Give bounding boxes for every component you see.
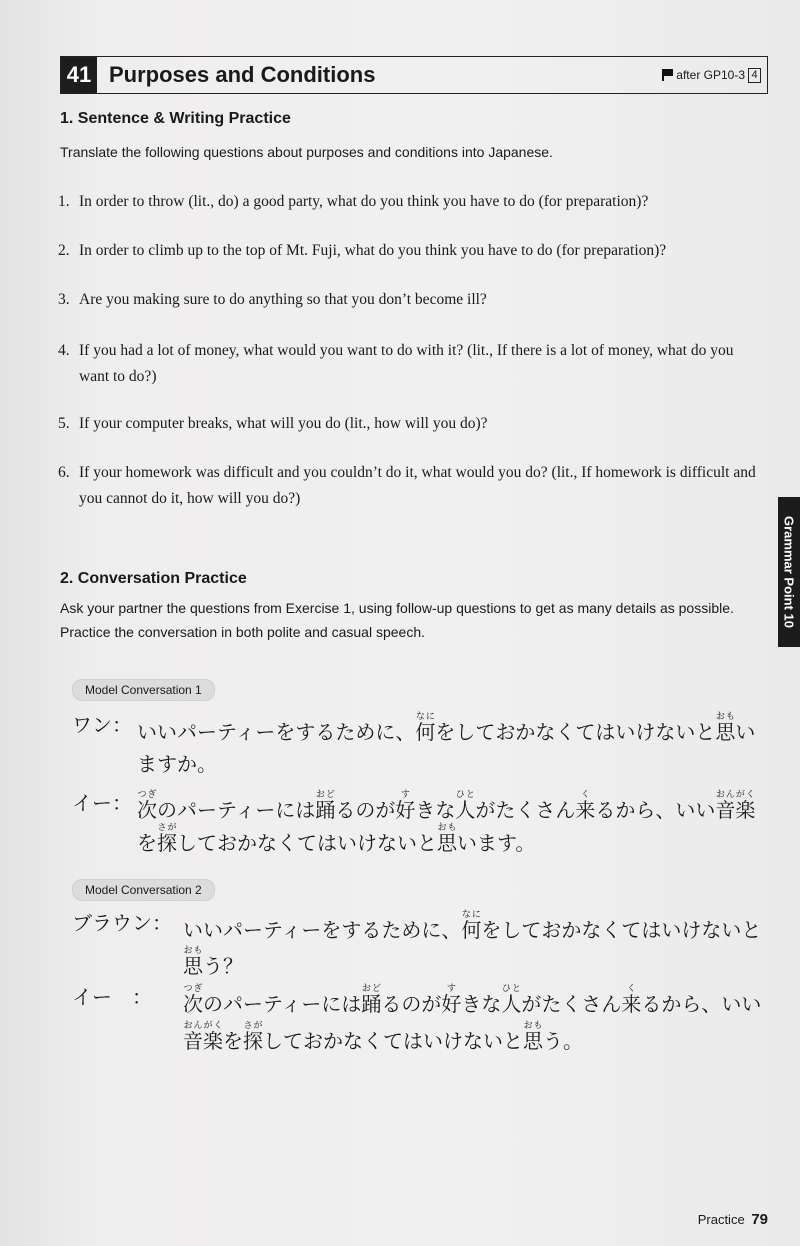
conv1-line-a1: いいパーティーをするために、何なにをしておかなくてはいけないと思おもい [137,712,756,744]
section2-instruction: Ask your partner the questions from Exercise 1, using follow-up questions to get as many details as possible. Practice the conversation in both polite and casual speech. [60,600,734,640]
conv1-line-b1: 次つぎのパーティーには踊おどるのが好すきな人ひとがたくさん来くるから、いい音楽おんがく [137,790,756,822]
conv2-line-b2: 音楽おんがくを探さがしておかなくてはいけないと思おもう。 [183,1021,583,1053]
model-conversation-2-label: Model Conversation 2 [72,879,215,901]
flag-icon [662,69,673,81]
conv1-line-b2: を探さがしておかなくてはいけないと思おもいます。 [137,823,536,855]
question-number: 2. [58,242,70,259]
question-text: Are you making sure to do anything so that you don’t become ill? [79,291,487,308]
question-item [58,238,763,264]
lesson-title: Purposes and Conditions [109,62,376,87]
side-tab-label: Grammar Point 10 [781,516,797,628]
page-number: 79 [751,1211,768,1228]
question-item [58,338,763,390]
question-item [58,189,763,215]
question-item [58,411,763,437]
reference-text: after GP10-3 [676,68,745,82]
question-number: 3. [58,291,70,308]
conv2-line-a2: 思おもう？ [183,946,243,978]
speaker-brown: ブラウン： [72,911,172,935]
question-number: 4. [58,342,70,359]
question-item [58,460,763,512]
chapter-side-tab [778,497,800,647]
question-text: If your homework was difficult and you couldn’t do it, what would you do? (lit., If homework is difficult and you cannot do it, how will you do?) [79,464,756,507]
conv1-line-a2: ますか。 [137,752,217,776]
question-text: If your computer breaks, what will you do (lit., how will you do)? [79,415,488,432]
question-number: 5. [58,415,70,432]
model-conversation-1-label: Model Conversation 1 [72,679,215,701]
conv2-line-a1: いいパーティーをするために、何なにをしておかなくてはいけないと [183,910,762,942]
speaker-yi: イー： [72,791,132,815]
lesson-number: 41 [61,57,97,93]
question-text: In order to climb up to the top of Mt. Fuji, what do you think you have to do (for preparation)? [79,242,667,259]
question-text: In order to throw (lit., do) a good party, what do you think you have to do (for preparation)? [79,193,649,210]
speaker-yi: イー ： [72,985,152,1009]
question-text: If you had a lot of money, what would you want to do with it? (lit., If there is a lot of money, what do you want to do?) [79,342,734,385]
question-number: 1. [58,193,70,210]
section2-title: 2. Conversation Practice [60,570,247,587]
question-number: 6. [58,464,70,481]
conv2-line-b1: 次つぎのパーティーには踊おどるのが好すきな人ひとがたくさん来くるから、いい [183,984,762,1016]
question-item [58,287,763,313]
footer-label: Practice [697,1212,745,1227]
grammar-reference [662,67,761,83]
page-footer [698,1211,768,1228]
section1-title: 1. Sentence & Writing Practice [60,110,291,127]
reference-box: 4 [748,68,761,83]
section1-instruction: Translate the following questions about purposes and conditions into Japanese. [60,144,553,160]
speaker-wan: ワン： [72,713,132,737]
lesson-header [60,56,768,94]
